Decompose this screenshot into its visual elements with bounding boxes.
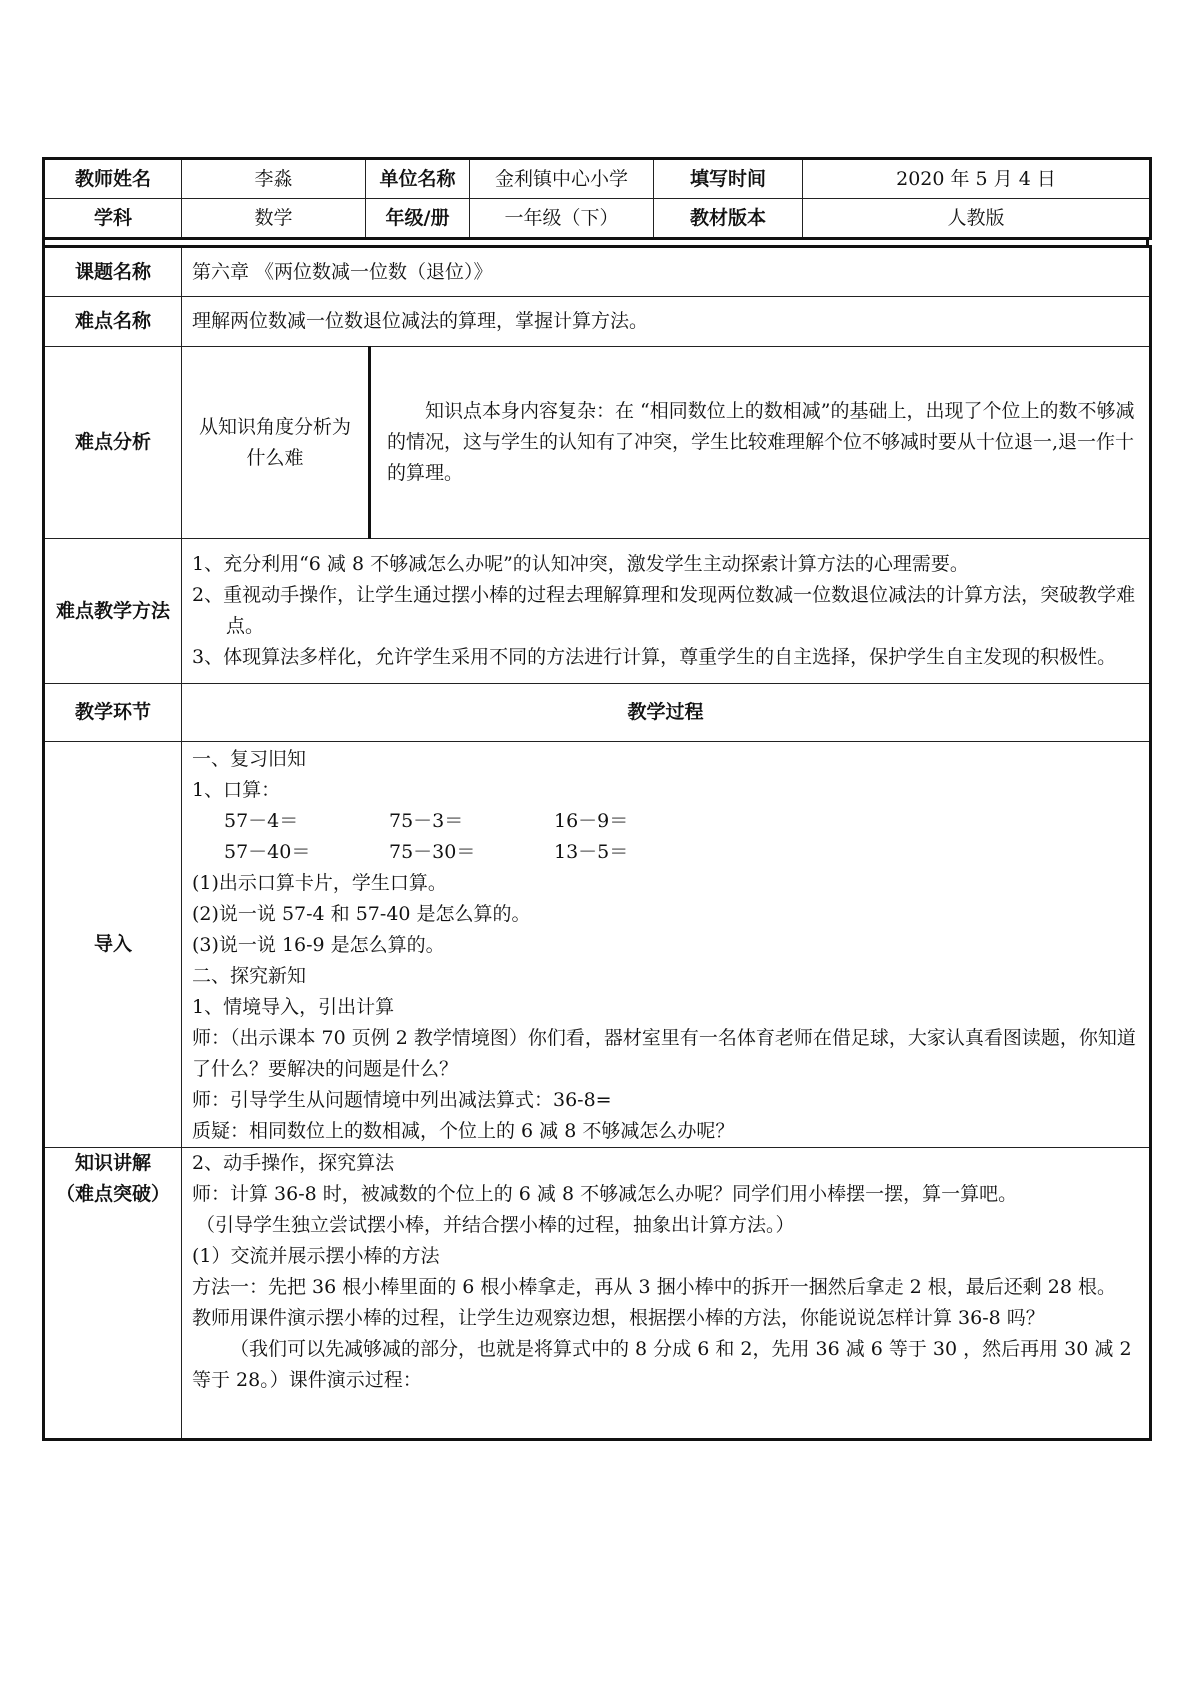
calc-row [192, 806, 1139, 837]
edition-label: 教材版本 [654, 199, 803, 239]
intro-line: 质疑：相同数位上的数相减，个位上的 6 减 8 不够减怎么办呢？ [192, 1120, 735, 1142]
date-label: 填写时间 [654, 159, 803, 199]
analysis-label: 难点分析 [44, 347, 182, 539]
calc-item: 75－30＝ [389, 841, 476, 863]
topic-value: 第六章 《两位数减一位数（退位）》 [182, 247, 1151, 297]
teacher-label: 教师姓名 [44, 159, 182, 199]
knowledge-line: （我们可以先减够减的部分，也就是将算式中的 8 分成 6 和 2，先用 36 减 6 等于 30 ，然后再用 30 减 2 等于 28。）课件演示过程： [192, 1338, 1132, 1391]
calc-row [192, 837, 1139, 868]
analysis-sub-label: 从知识角度分析为什么难 [182, 347, 370, 539]
intro-label: 导入 [44, 742, 182, 1148]
intro-line: 师：引导学生从问题情境中列出减法算式：36-8= [192, 1089, 612, 1111]
method-content [182, 539, 1151, 684]
unit-value: 金利镇中心小学 [470, 159, 654, 199]
difficulty-value: 理解两位数减一位数退位减法的算理，掌握计算方法。 [182, 297, 1151, 347]
knowledge-content [182, 1148, 1151, 1440]
intro-line: 1、口算： [192, 779, 281, 801]
intro-line: 一、复习旧知 [192, 748, 307, 770]
method-item-3: 3、体现算法多样化，允许学生采用不同的方法进行计算，尊重学生的自主选择，保护学生自主发现的积极性。 [192, 646, 1117, 668]
knowledge-line: 教师用课件演示摆小棒的过程，让学生边观察边想，根据摆小棒的方法，你能说说怎样计算 36-8 吗？ [192, 1307, 1045, 1329]
method-label: 难点教学方法 [44, 539, 182, 684]
knowledge-line: 方法一：先把 36 根小棒里面的 6 根小棒拿走，再从 3 捆小棒中的拆开一捆然后拿走 2 根，最后还剩 28 根。 [192, 1276, 1117, 1298]
analysis-text [370, 347, 1151, 539]
intro-line: (2)说一说 57-4 和 57-40 是怎么算的。 [192, 903, 531, 925]
knowledge-label-line1: 知识讲解 [74, 1152, 151, 1174]
teacher-value: 李淼 [182, 159, 366, 199]
calc-item: 16－9＝ [554, 810, 629, 832]
knowledge-label [44, 1148, 182, 1440]
calc-item: 75－3＝ [389, 810, 464, 832]
intro-line: 师：（出示课本 70 页例 2 教学情境图）你们看，器材室里有一名体育老师在借足球，大家认真看图读题，你知道了什么？要解决的问题是什么？ [192, 1027, 1136, 1080]
unit-label: 单位名称 [366, 159, 470, 199]
intro-line: 二、探究新知 [192, 965, 307, 987]
grade-label: 年级/册 [366, 199, 470, 239]
analysis-paragraph: 知识点本身内容复杂：在 “相同数位上的数相减”的基础上，出现了个位上的数不够减的情况，这与学生的认知有了冲突，学生比较难理解个位不够减时要从十位退一,退一作十的算理。 [387, 400, 1135, 484]
calc-item: 57－40＝ [224, 841, 311, 863]
knowledge-line: 师：计算 36-8 时，被减数的个位上的 6 减 8 不够减怎么办呢？同学们用小棒摆一摆，算一算吧。 [192, 1183, 1018, 1205]
topic-label: 课题名称 [44, 247, 182, 297]
difficulty-label: 难点名称 [44, 297, 182, 347]
calc-item: 13－5＝ [554, 841, 629, 863]
header-table [42, 157, 1152, 240]
intro-line: 1、情境导入，引出计算 [192, 996, 395, 1018]
process-label: 教学过程 [182, 684, 1151, 742]
intro-line: (3)说一说 16-9 是怎么算的。 [192, 934, 445, 956]
edition-value: 人教版 [803, 199, 1151, 239]
subject-label: 学科 [44, 199, 182, 239]
calc-item: 57－4＝ [224, 810, 299, 832]
stage-label: 教学环节 [44, 684, 182, 742]
date-value: 2020 年 5 月 4 日 [803, 159, 1151, 199]
intro-content [182, 742, 1151, 1148]
method-item-2: 2、重视动手操作，让学生通过摆小棒的过程去理解算理和发现两位数减一位数退位减法的计算方法，突破教学难点。 [192, 584, 1136, 637]
knowledge-label-line2: （难点突破） [55, 1183, 170, 1205]
grade-value: 一年级（下） [470, 199, 654, 239]
subject-value: 数学 [182, 199, 366, 239]
knowledge-line: （引导学生独立尝试摆小棒，并结合摆小棒的过程，抽象出计算方法。） [196, 1214, 795, 1236]
method-item-1: 1、充分利用“6 减 8 不够减怎么办呢”的认知冲突，激发学生主动探索计算方法的心理需要。 [192, 553, 969, 575]
main-table [42, 245, 1152, 1441]
lesson-plan-form [42, 157, 1149, 1441]
intro-line: (1)出示口算卡片，学生口算。 [192, 872, 447, 894]
knowledge-line: 2、动手操作，探究算法 [192, 1152, 395, 1174]
knowledge-line: (1）交流并展示摆小棒的方法 [192, 1245, 440, 1267]
